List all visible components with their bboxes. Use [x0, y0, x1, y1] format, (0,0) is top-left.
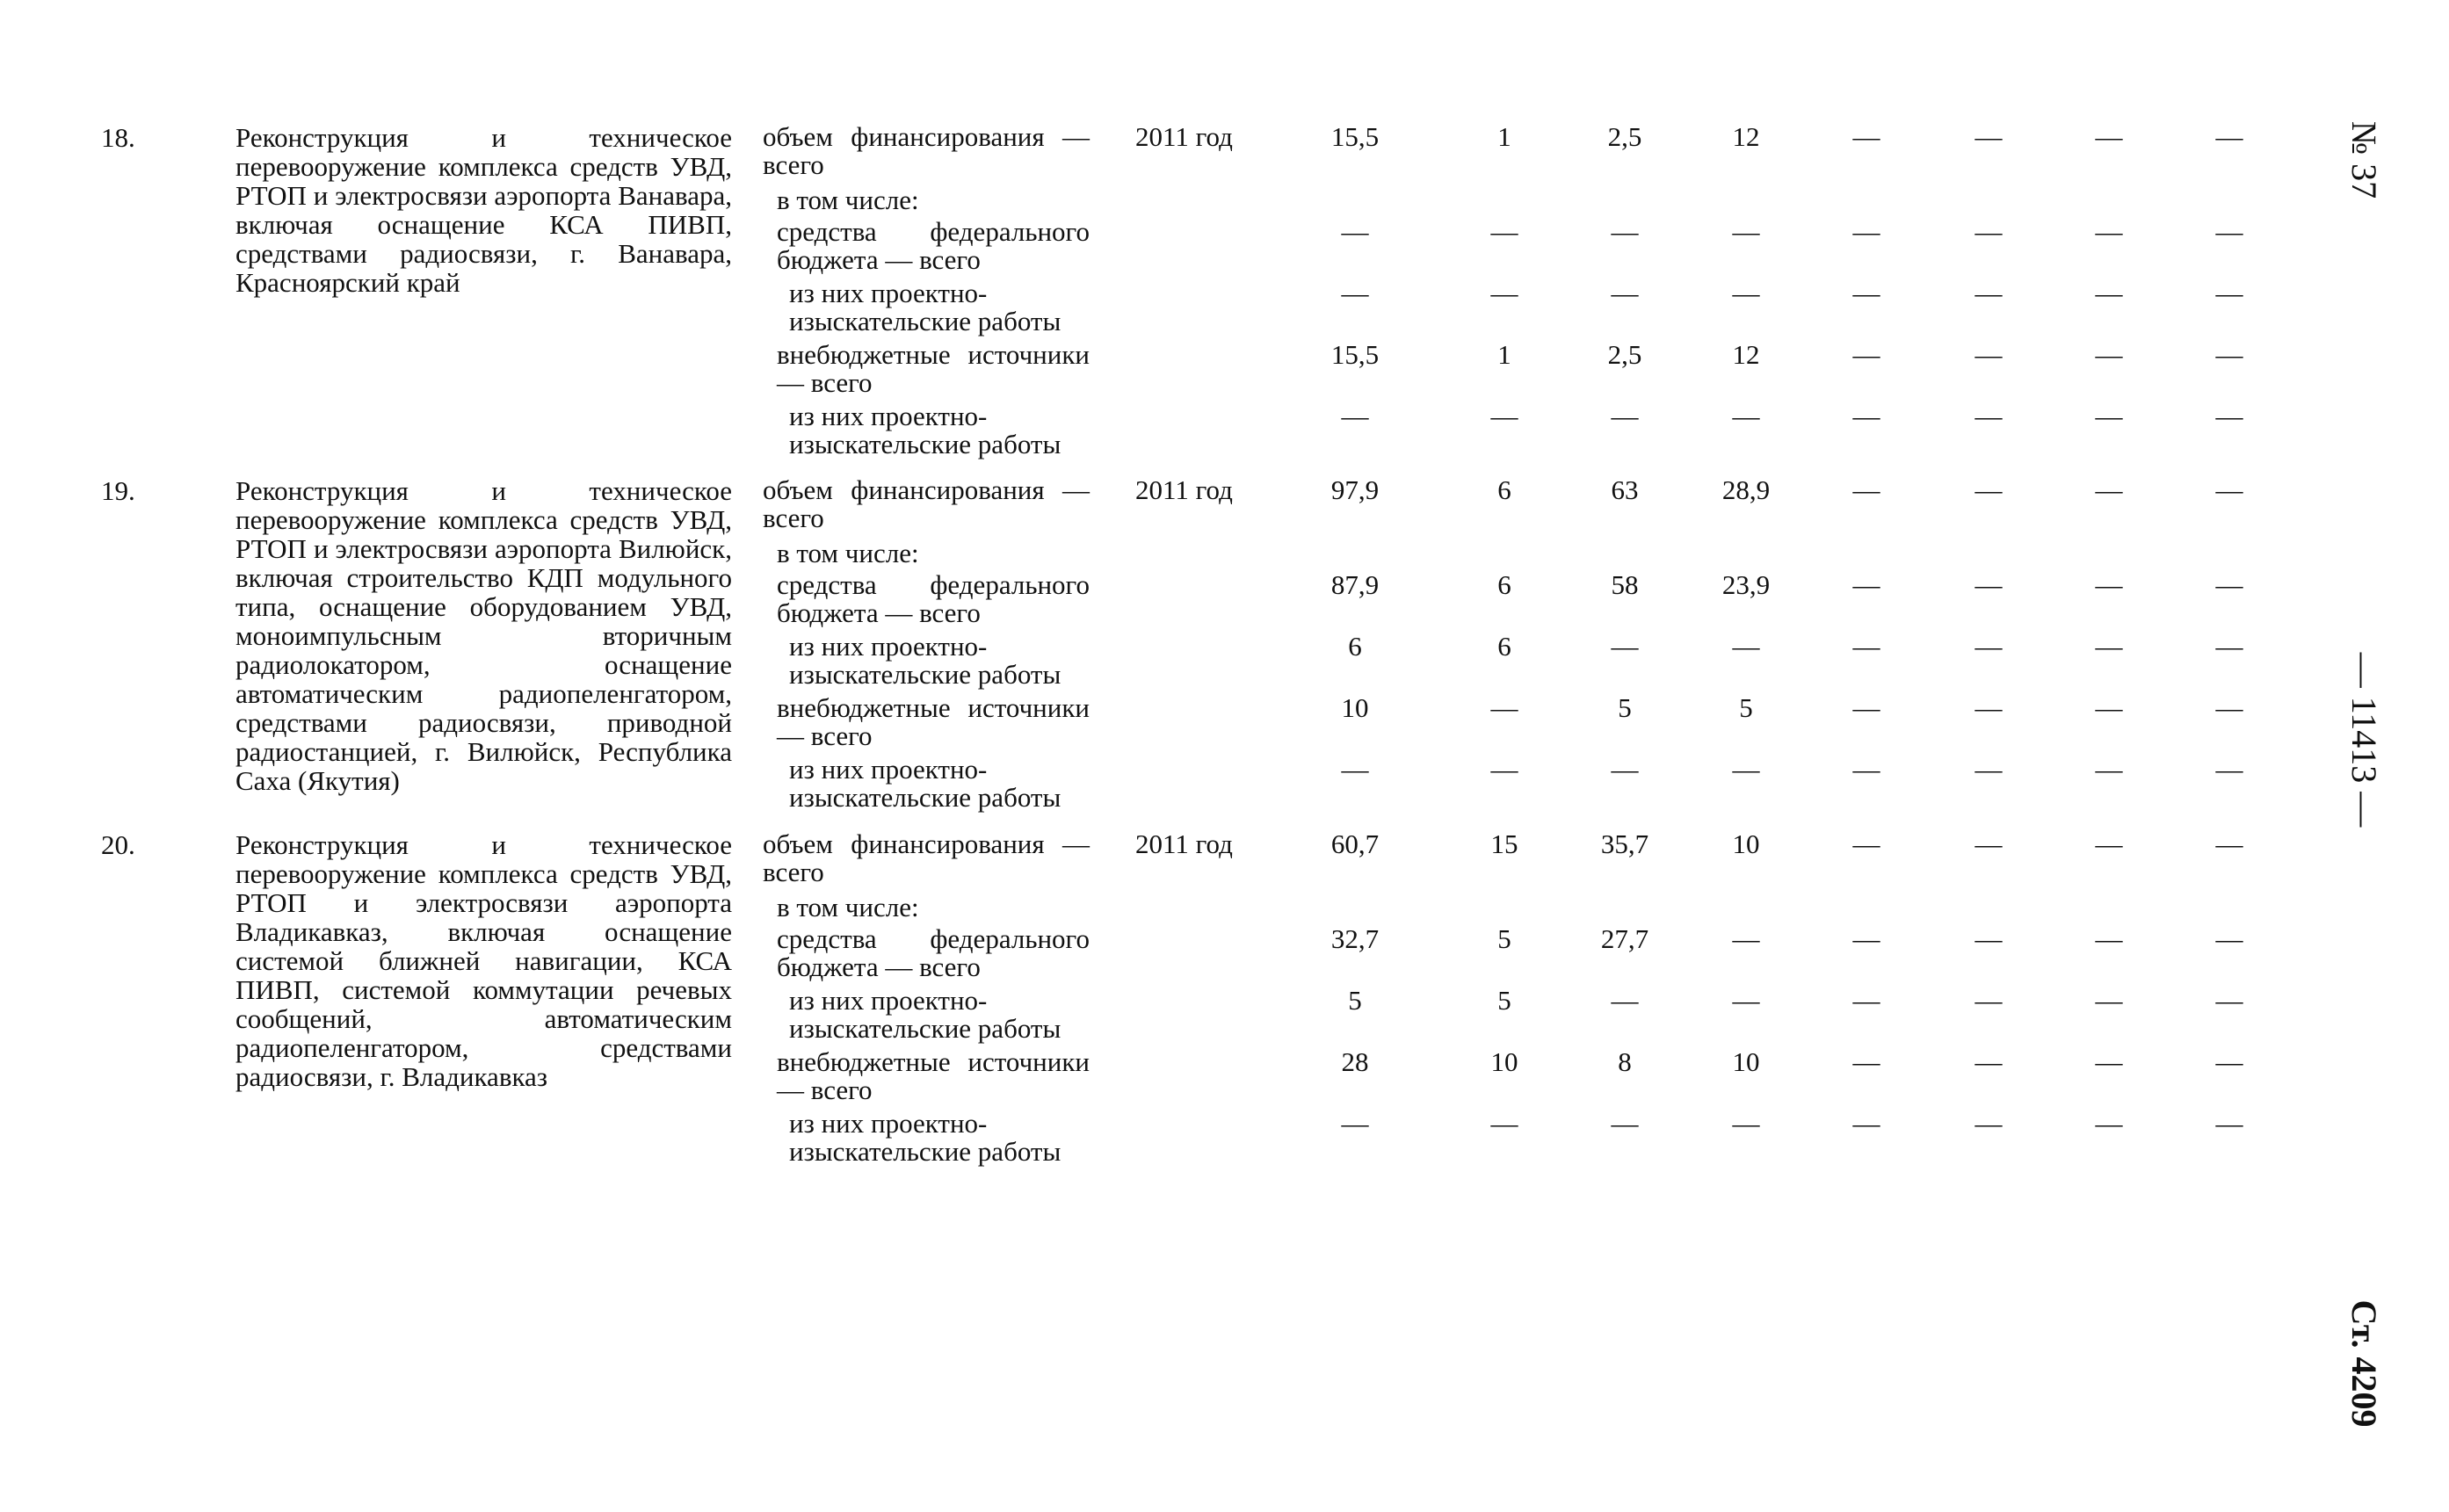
- value-cell: 97,9: [1330, 474, 1380, 505]
- value-cell: —: [1974, 474, 2003, 505]
- value-cell: —: [1611, 631, 1639, 662]
- value-cell: —: [1611, 985, 1639, 1016]
- value-cell: 10: [1341, 692, 1369, 723]
- row-label: из них проектно-изыскательские работы: [789, 278, 1061, 336]
- value-cell: —: [1852, 754, 1880, 785]
- row-total-financing: [0, 123, 2449, 184]
- value-cell: —: [1852, 985, 1880, 1016]
- value-cell: —: [1852, 692, 1880, 723]
- value-cell: —: [1852, 1046, 1880, 1077]
- value-cell: —: [1611, 216, 1639, 247]
- value-cell: —: [2215, 985, 2243, 1016]
- value-cell: —: [2095, 985, 2123, 1016]
- row-federal-budget: [0, 571, 2449, 633]
- value-cell: 6: [1497, 631, 1511, 662]
- value-cell: 28: [1341, 1046, 1369, 1077]
- value-cell: —: [2215, 923, 2243, 954]
- value-cell: 63: [1611, 474, 1639, 505]
- value-cell: 5: [1497, 923, 1511, 954]
- value-cell: —: [1341, 754, 1369, 785]
- value-cell: —: [1341, 216, 1369, 247]
- value-cell: —: [2215, 569, 2243, 600]
- value-cell: 15,5: [1330, 339, 1380, 370]
- row-label: средства федерального бюджета — всего: [777, 923, 1090, 982]
- page-number: Ст. 4209: [2344, 1299, 2384, 1428]
- value-cell: 10: [1732, 828, 1760, 859]
- value-cell: —: [2215, 1046, 2243, 1077]
- entry-year: 2011 год: [1135, 474, 1233, 505]
- value-cell: 12: [1732, 121, 1760, 152]
- value-cell: —: [1611, 754, 1639, 785]
- value-cell: —: [2215, 339, 2243, 370]
- row-extrabudgetary: [0, 694, 2449, 756]
- value-cell: 2,5: [1607, 121, 1642, 152]
- value-cell: —: [1341, 401, 1369, 431]
- value-cell: —: [2095, 1108, 2123, 1139]
- value-cell: —: [2215, 754, 2243, 785]
- value-cell: —: [1341, 278, 1369, 308]
- entry-number: 18.: [101, 122, 135, 153]
- value-cell: —: [2095, 121, 2123, 152]
- value-cell: —: [2095, 339, 2123, 370]
- entry-number: 19.: [101, 475, 135, 506]
- entry-year: 2011 год: [1135, 828, 1233, 859]
- value-cell: 5: [1497, 985, 1511, 1016]
- row-label: средства федерального бюджета — всего: [777, 569, 1090, 628]
- value-cell: —: [2095, 631, 2123, 662]
- value-cell: —: [1852, 569, 1880, 600]
- row-extrabudgetary: [0, 341, 2449, 402]
- value-cell: —: [1852, 121, 1880, 152]
- value-cell: —: [1852, 474, 1880, 505]
- row-total-financing: [0, 830, 2449, 892]
- value-cell: —: [2215, 216, 2243, 247]
- value-cell: 60,7: [1330, 828, 1380, 859]
- entry-description: Реконструкция и техническое перевооружение комплекса средств УВД, РТОП и электросвязи аэропорта Вилюйск, включая строительство КДП модульного типа, оснащение оборудованием УВД, моноимпульсным вторичным радиолокатором, оснащение автоматическим радиопеленгатором, средствами радиосвязи, приводной радиостанцией, г. Вилюйск, Республика Саха (Якутия): [235, 475, 732, 796]
- value-cell: 10: [1732, 1046, 1760, 1077]
- value-cell: —: [2095, 216, 2123, 247]
- value-cell: —: [2215, 692, 2243, 723]
- value-cell: —: [1490, 692, 1518, 723]
- value-cell: 28,9: [1721, 474, 1771, 505]
- value-cell: —: [1852, 216, 1880, 247]
- row-label: из них проектно-изыскательские работы: [789, 401, 1061, 459]
- row-label: объем финансирования — всего: [763, 828, 1090, 887]
- row-label: объем финансирования — всего: [763, 121, 1090, 180]
- row-total-financing: [0, 476, 2449, 538]
- row-federal-survey-works: [0, 279, 2449, 341]
- row-label: из них проектно-изыскательские работы: [789, 1108, 1061, 1167]
- value-cell: —: [2215, 121, 2243, 152]
- row-federal-survey-works: [0, 987, 2449, 1048]
- row-label: средства федерального бюджета — всего: [777, 216, 1090, 275]
- value-cell: 6: [1348, 631, 1362, 662]
- value-cell: —: [1974, 278, 2003, 308]
- value-cell: 87,9: [1330, 569, 1380, 600]
- row-extrabudgetary-survey-works: [0, 402, 2449, 464]
- value-cell: —: [1974, 569, 2003, 600]
- row-label: из них проектно-изыскательские работы: [789, 985, 1061, 1044]
- value-cell: —: [1974, 923, 2003, 954]
- value-cell: —: [2215, 401, 2243, 431]
- value-cell: 6: [1497, 569, 1511, 600]
- value-cell: —: [1490, 401, 1518, 431]
- value-cell: —: [2215, 474, 2243, 505]
- value-cell: —: [1974, 1108, 2003, 1139]
- value-cell: 5: [1739, 692, 1753, 723]
- value-cell: 27,7: [1600, 923, 1649, 954]
- value-cell: —: [1974, 631, 2003, 662]
- value-cell: —: [2095, 401, 2123, 431]
- value-cell: —: [1732, 631, 1760, 662]
- value-cell: 15,5: [1330, 121, 1380, 152]
- row-label: из них проектно-изыскательские работы: [789, 754, 1061, 813]
- row-label: внебюджетные источники — всего: [777, 1046, 1090, 1105]
- value-cell: —: [1974, 121, 2003, 152]
- value-cell: —: [1490, 1108, 1518, 1139]
- value-cell: —: [2095, 923, 2123, 954]
- value-cell: 32,7: [1330, 923, 1380, 954]
- row-label: в том числе:: [777, 538, 919, 568]
- value-cell: —: [1732, 401, 1760, 431]
- value-cell: —: [2215, 1108, 2243, 1139]
- value-cell: —: [1611, 278, 1639, 308]
- value-cell: —: [1852, 828, 1880, 859]
- value-cell: —: [2095, 474, 2123, 505]
- value-cell: —: [1974, 985, 2003, 1016]
- value-cell: 2,5: [1607, 339, 1642, 370]
- value-cell: 15: [1490, 828, 1518, 859]
- value-cell: —: [1852, 278, 1880, 308]
- value-cell: 1: [1497, 121, 1511, 152]
- value-cell: —: [1732, 985, 1760, 1016]
- value-cell: 10: [1490, 1046, 1518, 1077]
- value-cell: 6: [1497, 474, 1511, 505]
- value-cell: —: [2215, 278, 2243, 308]
- value-cell: 5: [1618, 692, 1632, 723]
- value-cell: —: [1341, 1108, 1369, 1139]
- value-cell: —: [1852, 631, 1880, 662]
- row-extrabudgetary: [0, 1048, 2449, 1110]
- value-cell: —: [2095, 692, 2123, 723]
- entry-description: Реконструкция и техническое перевооружение комплекса средств УВД, РТОП и электросвязи аэропорта Владикавказ, включая оснащение системой ближней навигации, КСА ПИВП, системой коммутации речевых сообщений, автоматическим радиопеленгатором, средствами радиосвязи, г. Владикавказ: [235, 829, 732, 1092]
- entry-year: 2011 год: [1135, 121, 1233, 152]
- value-cell: —: [1852, 401, 1880, 431]
- value-cell: —: [2095, 828, 2123, 859]
- document-number: — 11413 —: [2344, 652, 2384, 828]
- row-federal-budget: [0, 925, 2449, 987]
- value-cell: —: [1974, 828, 2003, 859]
- value-cell: —: [1852, 923, 1880, 954]
- row-label: внебюджетные источники — всего: [777, 339, 1090, 398]
- value-cell: —: [1490, 278, 1518, 308]
- row-federal-survey-works: [0, 633, 2449, 694]
- value-cell: —: [1732, 923, 1760, 954]
- value-cell: 8: [1618, 1046, 1632, 1077]
- value-cell: —: [1732, 216, 1760, 247]
- value-cell: —: [1611, 1108, 1639, 1139]
- value-cell: 12: [1732, 339, 1760, 370]
- value-cell: 23,9: [1721, 569, 1771, 600]
- entry-description: Реконструкция и техническое перевооружение комплекса средств УВД, РТОП и электросвязи аэропорта Ванавара, включая оснащение КСА ПИВП, средствами радиосвязи, г. Ванавара, Красноярский край: [235, 122, 732, 298]
- value-cell: 58: [1611, 569, 1639, 600]
- value-cell: —: [2215, 631, 2243, 662]
- row-extrabudgetary-survey-works: [0, 1110, 2449, 1171]
- value-cell: —: [2215, 828, 2243, 859]
- value-cell: —: [1974, 401, 2003, 431]
- value-cell: —: [1611, 401, 1639, 431]
- row-label: внебюджетные источники — всего: [777, 692, 1090, 751]
- entry-number: 20.: [101, 829, 135, 860]
- value-cell: —: [1974, 754, 2003, 785]
- row-extrabudgetary-survey-works: [0, 756, 2449, 817]
- row-label: объем финансирования — всего: [763, 474, 1090, 533]
- value-cell: —: [1852, 339, 1880, 370]
- value-cell: 35,7: [1600, 828, 1649, 859]
- row-label: из них проектно-изыскательские работы: [789, 631, 1061, 690]
- row-federal-budget: [0, 218, 2449, 279]
- value-cell: —: [1852, 1108, 1880, 1139]
- value-cell: —: [1974, 692, 2003, 723]
- value-cell: —: [1732, 278, 1760, 308]
- value-cell: —: [1974, 339, 2003, 370]
- value-cell: —: [2095, 278, 2123, 308]
- row-label: в том числе:: [777, 892, 919, 922]
- value-cell: —: [1974, 1046, 2003, 1077]
- value-cell: 5: [1348, 985, 1362, 1016]
- value-cell: —: [1974, 216, 2003, 247]
- value-cell: —: [1732, 1108, 1760, 1139]
- value-cell: —: [1732, 754, 1760, 785]
- value-cell: 1: [1497, 339, 1511, 370]
- value-cell: —: [2095, 569, 2123, 600]
- issue-number: № 37: [2344, 120, 2384, 199]
- value-cell: —: [1490, 216, 1518, 247]
- value-cell: —: [2095, 1046, 2123, 1077]
- value-cell: —: [1490, 754, 1518, 785]
- value-cell: —: [2095, 754, 2123, 785]
- row-label: в том числе:: [777, 184, 919, 215]
